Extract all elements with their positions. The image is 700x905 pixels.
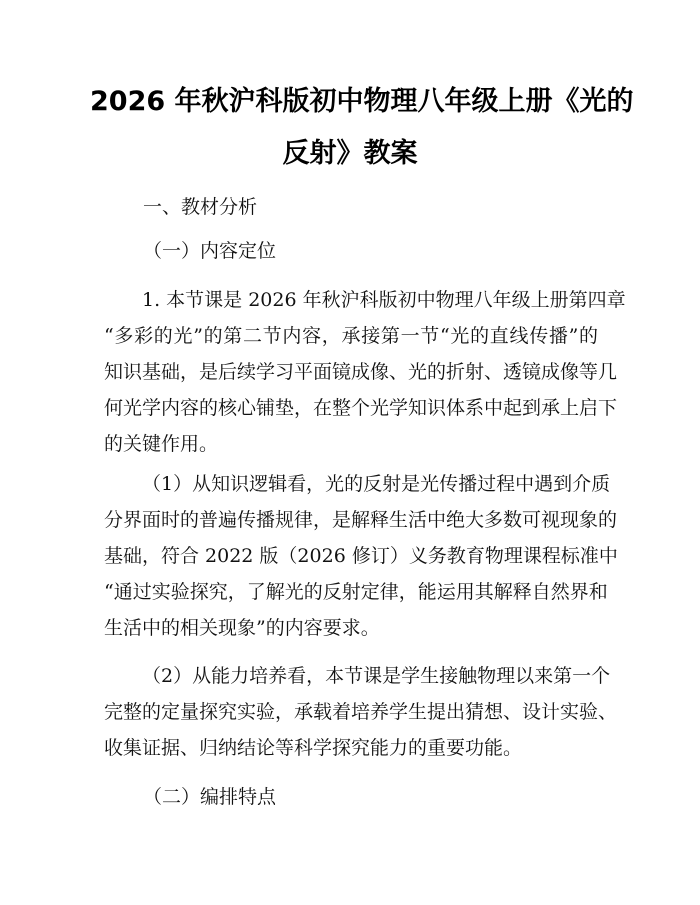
section-heading-teaching-material-analysis: 一、教材分析 [143, 196, 258, 218]
paragraph-line: 完整的定量探究实验，承载着培养学生提出猜想、设计实验、 [104, 701, 618, 723]
paragraph-line: 分界面时的普遍传播规律，是解释生活中绝大多数可视现象的 [104, 509, 618, 531]
subsection-heading-arrangement-features: （二）编排特点 [143, 786, 277, 808]
paragraph-line: 何光学内容的核心铺垫，在整个光学知识体系中起到承上启下 [104, 397, 618, 419]
paragraph-line: “多彩的光”的第二节内容，承接第一节“光的直线传播”的 [104, 325, 598, 347]
paragraph-line: （2）从能力培养看，本节课是学生接触物理以来第一个 [142, 665, 611, 687]
title-line: 2026 年秋沪科版初中物理八年级上册《光的 [90, 86, 634, 117]
title-line: 反射》教案 [282, 138, 418, 169]
paragraph-line: （1）从知识逻辑看，光的反射是光传播过程中遇到介质 [142, 473, 611, 495]
paragraph-line: “通过实验探究，了解光的反射定律，能运用其解释自然界和 [104, 581, 608, 603]
document-title [90, 76, 634, 180]
paragraph-line: 知识基础，是后续学习平面镜成像、光的折射、透镜成像等几 [104, 361, 618, 383]
paragraph-content-positioning [104, 282, 626, 462]
paragraph-line: 生活中的相关现象”的内容要求。 [104, 617, 380, 639]
paragraph-line: 的关键作用。 [104, 433, 219, 455]
subsection-heading-content-positioning: （一）内容定位 [143, 240, 277, 262]
paragraph-line: 基础，符合 2022 版（2026 修订）义务教育物理课程标准中 [104, 545, 618, 567]
paragraph-line: 收集证据、归纳结论等科学探究能力的重要功能。 [104, 737, 523, 759]
paragraph-line: 1. 本节课是 2026 年秋沪科版初中物理八年级上册第四章 [142, 289, 626, 311]
paragraph-ability-cultivation [104, 658, 618, 766]
paragraph-knowledge-logic [104, 466, 618, 646]
